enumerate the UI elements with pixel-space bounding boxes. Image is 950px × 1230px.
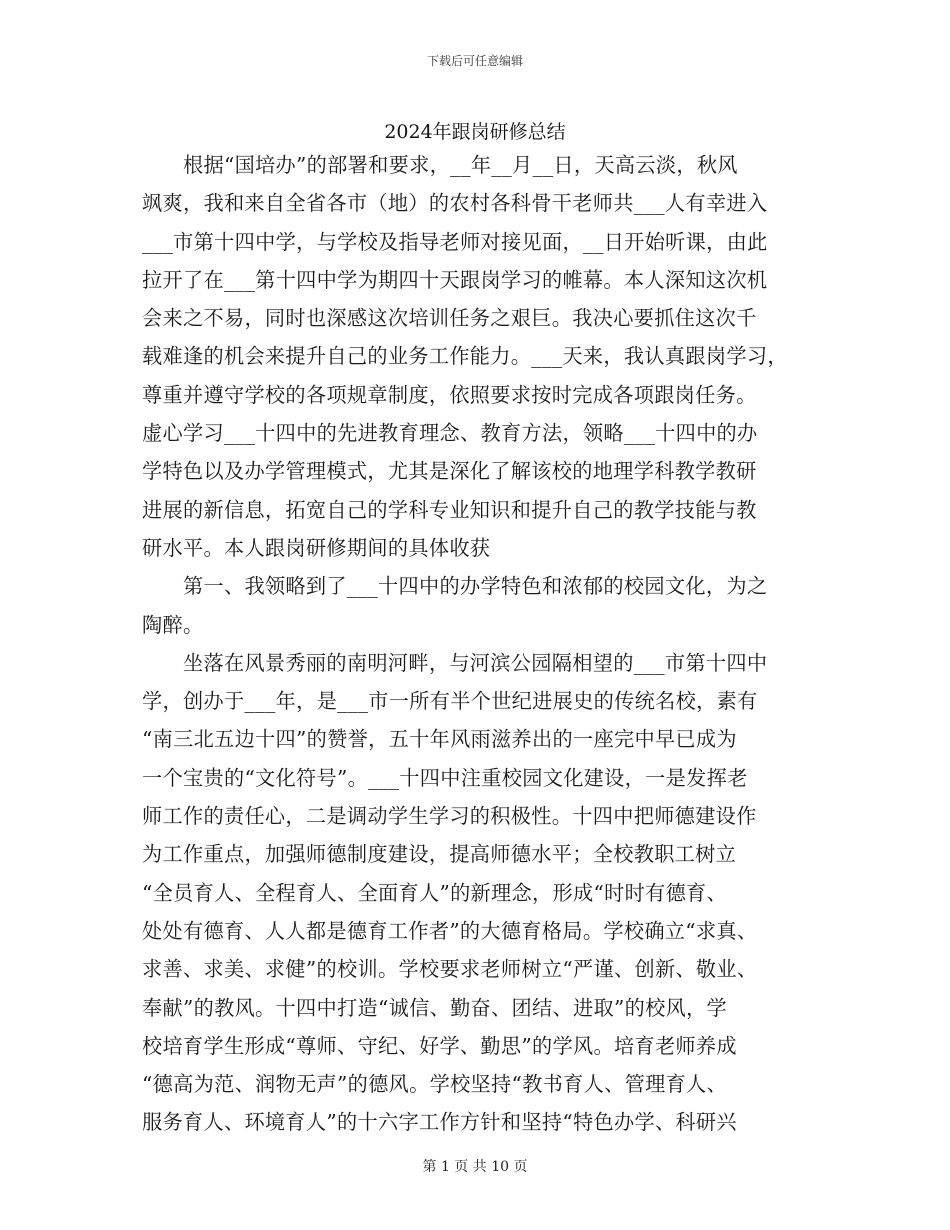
body-line: 处处有德育、人人都是德育工作者”的大德育格局。学校确立“求真、 <box>142 918 758 943</box>
body-line: 奉献”的教风。十四中打造“诚信、勤奋、团结、进取”的校风，学 <box>142 995 728 1020</box>
body-line: 学，创办于___年，是___市一所有半个世纪进展史的传统名校，素有 <box>142 689 758 714</box>
body-line: 一个宝贵的“文化符号”。___十四中注重校园文化建设，一是发挥老 <box>142 765 748 790</box>
document-title: 2024年跟岗研修总结 <box>384 121 566 143</box>
body-line: 第一、我领略到了___十四中的办学特色和浓郁的校园文化，为之 <box>142 574 768 599</box>
body-line: 尊重并遵守学校的各项规章制度，依照要求按时完成各项跟岗任务。 <box>142 382 757 407</box>
body-line: “德高为范、润物无声”的德风。学校坚持“教书育人、管理育人、 <box>142 1072 728 1097</box>
body-line: 虚心学习___十四中的先进教育理念、教育方法，领略___十四中的办 <box>142 421 758 446</box>
body-line: 会来之不易，同时也深感这次培训任务之艰巨。我决心要抓住这次千 <box>142 306 757 331</box>
page-number-footer: 第 1 页 共 10 页 <box>422 1159 528 1175</box>
body-line: 飒爽，我和来自全省各市（地）的农村各科骨干老师共___人有幸进入 <box>142 191 768 216</box>
body-line: 坐落在风景秀丽的南明河畔，与河滨公园隔相望的___市第十四中 <box>142 650 768 675</box>
body-line: ___市第十四中学，与学校及指导老师对接见面，__日开始听课，由此 <box>142 229 768 254</box>
body-line: 研水平。本人跟岗研修期间的具体收获 <box>142 535 491 560</box>
body-line: 服务育人、环境育人”的十六字工作方针和坚持“特色办学、科研兴 <box>142 1110 737 1135</box>
body-line: 载难逢的机会来提升自己的业务工作能力。___天来，我认真跟岗学习， <box>142 344 788 369</box>
body-line: 校培育学生形成“尊师、守纪、好学、勤思”的学风。培育老师养成 <box>142 1033 737 1058</box>
document-body <box>142 146 810 1142</box>
body-line: 求善、求美、求健”的校训。学校要求老师树立“严谨、创新、敬业、 <box>142 957 758 982</box>
body-line: 为工作重点，加强师德制度建设，提高师德水平；全校教职工树立 <box>142 842 737 867</box>
body-line: 根据“国培办”的部署和要求，__年__月__日，天高云淡，秋风 <box>142 153 738 177</box>
body-line: “南三北五边十四”的赞誉，五十年风雨滋养出的一座完中早已成为 <box>142 727 737 752</box>
body-line: 陶醉。 <box>142 612 204 637</box>
body-line: 学特色以及办学管理模式，尤其是深化了解该校的地理学科教学教研 <box>142 459 757 484</box>
body-line: 进展的新信息，拓宽自己的学科专业知识和提升自己的教学技能与教 <box>142 497 757 522</box>
body-line: “全员育人、全程育人、全面育人”的新理念，形成“时时有德育、 <box>142 880 728 905</box>
body-line: 拉开了在___第十四中学为期四十天跟岗学习的帷幕。本人深知这次机 <box>142 267 768 292</box>
page-header-note: 下载后可任意编辑 <box>426 54 523 68</box>
body-line: 师工作的责任心，二是调动学生学习的积极性。十四中把师德建设作 <box>142 804 757 829</box>
